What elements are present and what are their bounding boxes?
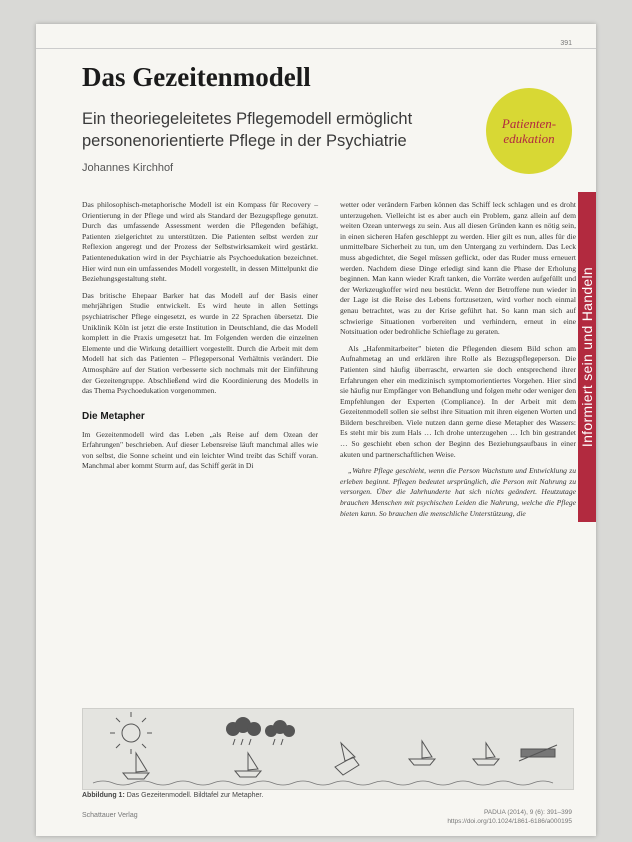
- topic-badge: [486, 88, 572, 174]
- section-tab: [578, 192, 596, 522]
- quote-paragraph: „Wahre Pflege geschieht, wenn die Person Wachstum und Entwicklung zu erleben beginnt. Pflegen bedeutet ursprünglich, die Person mit Nahrung zu versorgen. Über die Jahrhunderte hat sich nichts geändert. Heutzutage brauchen Menschen mit psychischen Leiden die Nahrung, welche die Pflege bieten kann. So brauchen die menschliche Unterstützung, die: [340, 466, 576, 518]
- section-tab-label: Informiert sein und Handeln: [579, 266, 595, 448]
- rain-icon: [233, 739, 283, 745]
- badge-line-1: Patienten-: [501, 116, 557, 131]
- sinking-boat-icon: [335, 743, 359, 775]
- sailboat-icon: [409, 741, 435, 765]
- footer-publisher: Schattauer Verlag: [82, 812, 138, 819]
- badge-line-2: edukation: [503, 131, 555, 146]
- right-column: [340, 200, 576, 525]
- waves-icon: [93, 781, 553, 785]
- article-title: Das Gezeitenmodell: [82, 62, 311, 92]
- article-subtitle: Ein theoriegeleitetes Pflegemodell ermöglicht personenorientierte Pflege in der Psychiatrie: [82, 110, 413, 150]
- tidal-metaphor-drawing: [83, 709, 573, 789]
- figure-illustration: [82, 708, 574, 790]
- sun-icon: [110, 712, 152, 754]
- page-number: 391: [560, 40, 572, 47]
- lead-paragraph: Das philosophisch-metaphorische Modell ist ein Kompass für Recovery – Orientierung in der Pflege und wird als Standard der Bezugspflege genutzt. Durch das umfassende Assessment werden die Pflegenden befähigt, Patienten zielgerichtet zu unterstützen. Die Patienten selbst werden zur Reflexion angeregt und der Prozess der Selbstwirksamkeit wird gestärkt. Patientenedukation wird in der Psychiatrie als Psychoedukation bezeichnet. Hier wird nun ein umfassendes Modell vorgestellt, in dessen Mittelpunkt die Beziehungsgestaltung steht.: [82, 200, 318, 284]
- caption-label: Abbildung 1:: [82, 792, 125, 799]
- sailboat-icon: [235, 753, 261, 777]
- body-paragraph: Das britische Ehepaar Barker hat das Modell auf der Basis einer mehrjährigen Studie entwickelt. Es wird heute in allen Settings psychiatrischer Pflege eingesetzt, es wurde in 22 Sprachen übersetzt. Die Uniklinik Köln ist jetzt die erste Institution in Deutschland, die das Modell komplett in die Praxis umgesetzt hat. Im Folgenden werden die einzelnen Elemente und die Wirkung detailliert vorgestellt. Durch die Arbeit mit dem Modell hat sich das Patienten – Pflegepersonal Verhältnis verändert. Die Atmosphäre auf der Station verbesserte sich nochmals mit der Einführung der Gezeitengruppe. Abschließend wird die Koordinierung des Modells in das Thema Psychoedukation vorgenommen.: [82, 290, 318, 396]
- section-heading: Die Metapher: [82, 410, 145, 422]
- footer-citation: [447, 808, 572, 826]
- toolbox-icon: [519, 745, 557, 761]
- left-column: [82, 200, 318, 478]
- caption-text: Das Gezeitenmodell. Bildtafel zur Metapher.: [126, 792, 264, 799]
- doi-link[interactable]: https://doi.org/10.1024/1861-6186/a000195: [447, 818, 572, 825]
- body-paragraph: Als „Hafenmitarbeiter" bieten die Pflegenden diesem Bild schon am Aufnahmetag an und erklären ihre Rolle als Bezugspflegeperson. Die Patienten sind häufig überrascht, erwarten sie doch entsprechend ihrer Erfahrungen eher ein medizinisch symptomorientiertes Vorgehen. Hier sind sie häufig nur Empfänger von Behandlung und folgen mehr oder weniger den Empfehlungen der Experten (Compliance). In der Arbeit mit dem Gezeitenmodell sollen sie selbst ihre Situation mit ihren eigenen Worten und Bildern beschreiben. Viele nutzen dann gerne diese Metapher des Wassers: Es steht mir bis zum Hals … Ich drohe unterzugehen … Ich bin gestrandet … So geschieht eben schon der Beginn des Beziehungsaufbaus in einer akuten und partnerschaftlichen Weise.: [340, 343, 576, 459]
- figure-caption: [82, 792, 263, 799]
- citation-line: PADUA (2014), 9 (6): 391–399: [483, 809, 572, 816]
- body-paragraph: wetter oder verändern Farben können das Schiff leck schlagen und es droht unterzugehen. Vielleicht ist es aber auch ein Problem, ganz allein auf dem weiten Ozean unterwegs zu sein. Aus all diesen Gründen kann es nötig sein, in einen sicheren Hafen geschleppt zu werden. Hier gilt es nun, alles für die unmittelbare Sicherheit zu tun, um den Untergang zu verhindern. Das Leck muss abgedichtet, die Segel müssen geflickt, oder das Ruder muss erneuert werden. Nachdem diese Dinge erledigt sind kann die Phase der Erholung beginnen. Man kann wieder Kraft tanken, die Vorräte werden aufgefüllt und der Werkzeugkoffer wird neu bestückt. Wenn der Betroffene nun wieder in der Lage ist die Reise des Lebens fortzusetzen, wird vorher noch einmal genau betrachtet, was zu der Krise geführt hat. So kann man sich auf schwierige Situationen vorbereiten und verhindern, erneut in eine Notsituation oder bedrohliche Schieflage zu geraten.: [340, 200, 576, 337]
- document-page: [36, 24, 596, 836]
- header-rule: [36, 48, 596, 49]
- body-paragraph: Im Gezeitenmodell wird das Leben „als Reise auf dem Ozean der Erfahrungen" beschrieben. Auf dieser Lebensreise läuft manchmal alles wie von selbst, die Sonne scheint und ein leichter Wind treibt das Schiff voran. Manchmal aber kommt Sturm auf, das Schiff gerät in Di: [82, 429, 318, 471]
- author-name: Johannes Kirchhof: [82, 162, 174, 174]
- sailboat-icon: [473, 743, 499, 765]
- sailboat-icon: [123, 753, 149, 779]
- storm-cloud-icon: [226, 717, 295, 737]
